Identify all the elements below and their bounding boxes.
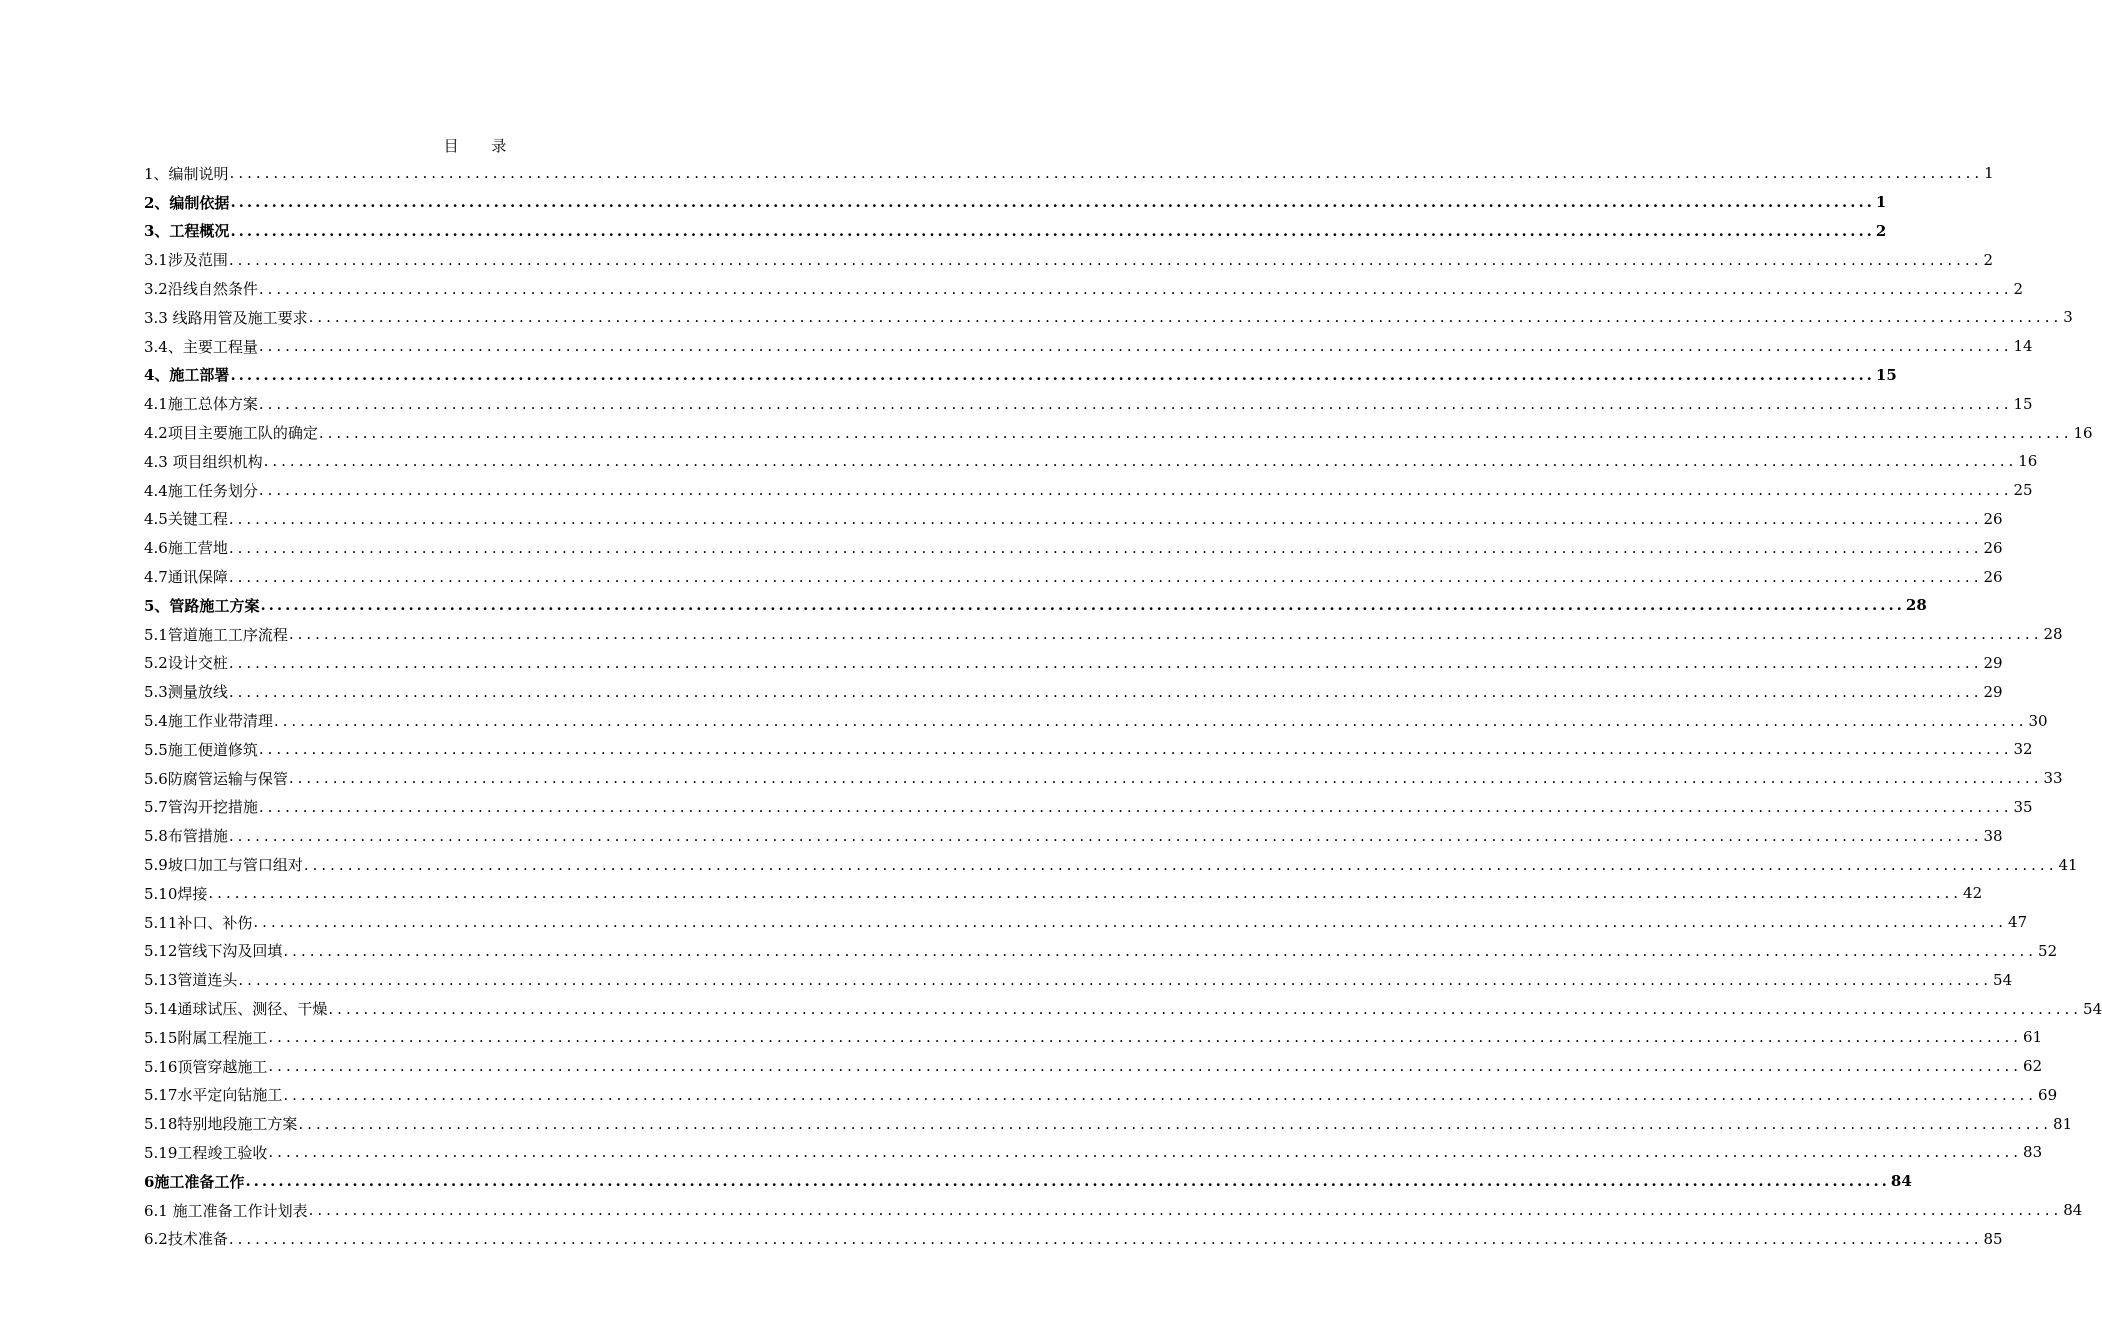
toc-entry[interactable] — [144, 677, 2003, 706]
toc-dot-leader: ........................................................................................................................................................................................................ — [268, 1143, 2023, 1162]
toc-entry[interactable] — [144, 908, 2028, 937]
toc-entry[interactable] — [144, 1023, 2043, 1052]
toc-dot-leader: ........................................................................................................................................................................................................ — [258, 279, 2013, 298]
toc-entry-label: 5.13管道连头 — [144, 971, 238, 990]
toc-entry-label: 5、管路施工方案 — [144, 596, 260, 615]
toc-entry[interactable] — [144, 937, 2058, 966]
toc-entry-label: 3.3 线路用管及施工要求 — [144, 308, 308, 327]
toc-dot-leader: ........................................................................................................................................................................................................ — [229, 164, 1984, 183]
toc-entry-label: 5.11补口、补伤 — [144, 913, 253, 932]
toc-dot-leader: ........................................................................................................................................................................................................ — [230, 221, 1875, 240]
toc-entry-page-number: 26 — [1983, 567, 2003, 586]
toc-entry-page-number: 35 — [2013, 797, 2033, 816]
toc-entry-label: 3.4、主要工程量 — [144, 337, 258, 356]
toc-entry-page-number: 52 — [2038, 941, 2058, 960]
toc-entry-page-number: 15 — [2013, 394, 2033, 413]
toc-entry[interactable] — [144, 965, 2013, 994]
toc-dot-leader: ........................................................................................................................................................................................................ — [283, 941, 2038, 960]
toc-entry-page-number: 16 — [2073, 423, 2093, 442]
toc-dot-leader: ........................................................................................................................................................................................................ — [273, 711, 2028, 730]
toc-entry[interactable] — [144, 159, 1994, 188]
toc-dot-leader: ........................................................................................................................................................................................................ — [303, 855, 2058, 874]
toc-entry-label: 6施工准备工作 — [144, 1172, 245, 1191]
toc-dot-leader: ........................................................................................................................................................................................................ — [258, 740, 2013, 759]
toc-entry-label: 1、编制说明 — [144, 164, 229, 183]
toc-entry-page-number: 25 — [2013, 481, 2033, 500]
toc-entry[interactable] — [144, 447, 2038, 476]
toc-dot-leader: ........................................................................................................................................................................................................ — [228, 1229, 1983, 1248]
toc-dot-leader: ........................................................................................................................................................................................................ — [208, 884, 1963, 903]
toc-entry-page-number: 30 — [2028, 711, 2048, 730]
toc-entry[interactable] — [144, 994, 2102, 1023]
toc-entry-page-number: 61 — [2023, 1028, 2043, 1047]
toc-entry-page-number: 83 — [2023, 1143, 2043, 1162]
toc-entry-label: 4.1施工总体方案 — [144, 395, 258, 414]
toc-entry-page-number: 84 — [2063, 1201, 2083, 1220]
toc-dot-leader: ........................................................................................................................................................................................................ — [308, 308, 2063, 327]
toc-entry[interactable] — [144, 1138, 2043, 1167]
toc-entry-page-number: 54 — [1993, 970, 2013, 989]
toc-entry[interactable] — [144, 217, 1887, 246]
toc-entry[interactable] — [144, 303, 2073, 332]
toc-list — [144, 159, 2102, 1253]
toc-dot-leader: ........................................................................................................................................................................................................ — [260, 596, 1905, 615]
toc-dot-leader: ........................................................................................................................................................................................................ — [288, 769, 2043, 788]
toc-dot-leader: ........................................................................................................................................................................................................ — [230, 193, 1875, 212]
toc-entry[interactable] — [144, 591, 1927, 620]
toc-dot-leader: ........................................................................................................................................................................................................ — [228, 250, 1983, 269]
toc-entry-label: 3、工程概况 — [144, 222, 230, 241]
toc-entry-label: 4.3 项目组织机构 — [144, 452, 263, 471]
toc-entry-page-number: 1 — [1875, 193, 1887, 212]
toc-entry-label: 4.6施工营地 — [144, 539, 228, 558]
toc-entry-label: 5.5施工便道修筑 — [144, 740, 258, 759]
toc-entry-label: 4.7通讯保障 — [144, 568, 228, 587]
toc-dot-leader: ........................................................................................................................................................................................................ — [228, 826, 1983, 845]
toc-entry-label: 2、编制依据 — [144, 193, 230, 212]
toc-entry[interactable] — [144, 1196, 2083, 1225]
toc-dot-leader: ........................................................................................................................................................................................................ — [238, 970, 1993, 989]
toc-entry[interactable] — [144, 706, 2048, 735]
toc-entry-page-number: 42 — [1963, 884, 1983, 903]
toc-entry-label: 4、施工部署 — [144, 366, 230, 385]
toc-entry-page-number: 14 — [2013, 337, 2033, 356]
toc-entry-page-number: 32 — [2013, 740, 2033, 759]
toc-entry-label: 3.2沿线自然条件 — [144, 280, 258, 299]
toc-entry[interactable] — [144, 649, 2003, 678]
toc-dot-leader: ........................................................................................................................................................................................................ — [245, 1172, 1890, 1191]
toc-entry-label: 5.16顶管穿越施工 — [144, 1057, 268, 1076]
toc-dot-leader: ........................................................................................................................................................................................................ — [268, 1028, 2023, 1047]
toc-dot-leader: ........................................................................................................................................................................................................ — [258, 337, 2013, 356]
toc-entry-page-number: 16 — [2018, 452, 2038, 471]
toc-entry-label: 5.17水平定向钻施工 — [144, 1086, 283, 1105]
toc-dot-leader: ........................................................................................................................................................................................................ — [308, 1201, 2063, 1220]
toc-dot-leader: ........................................................................................................................................................................................................ — [283, 1085, 2038, 1104]
toc-dot-leader: ........................................................................................................................................................................................................ — [228, 567, 1983, 586]
toc-dot-leader: ........................................................................................................................................................................................................ — [258, 481, 2013, 500]
toc-entry-page-number: 81 — [2053, 1114, 2073, 1133]
toc-entry-page-number: 2 — [1983, 250, 1994, 269]
toc-dot-leader: ........................................................................................................................................................................................................ — [288, 625, 2043, 644]
toc-entry[interactable] — [144, 850, 2078, 879]
toc-entry-label: 5.7管沟开挖措施 — [144, 798, 258, 817]
toc-entry[interactable] — [144, 1167, 1912, 1196]
toc-entry[interactable] — [144, 274, 2024, 303]
toc-entry-page-number: 69 — [2038, 1085, 2058, 1104]
toc-entry-label: 3.1涉及范围 — [144, 251, 228, 270]
toc-entry-label: 5.10焊接 — [144, 884, 208, 903]
toc-entry[interactable] — [144, 620, 2063, 649]
toc-entry[interactable] — [144, 879, 1983, 908]
toc-entry-label: 5.8布管措施 — [144, 827, 228, 846]
toc-entry[interactable] — [144, 361, 1897, 390]
toc-dot-leader: ........................................................................................................................................................................................................ — [298, 1114, 2053, 1133]
toc-entry-page-number: 62 — [2023, 1057, 2043, 1076]
toc-entry-page-number: 26 — [1983, 538, 2003, 557]
toc-entry-page-number: 47 — [2008, 913, 2028, 932]
toc-entry-label: 5.3测量放线 — [144, 683, 228, 702]
toc-entry-label: 5.14通球试压、测径、干燥 — [144, 1000, 328, 1018]
toc-entry[interactable] — [144, 188, 1887, 217]
toc-entry-page-number: 41 — [2058, 855, 2078, 874]
toc-entry-page-number: 26 — [1983, 509, 2003, 528]
toc-entry-page-number: 85 — [1983, 1229, 2003, 1248]
toc-dot-leader: ........................................................................................................................................................................................................ — [228, 509, 1983, 528]
toc-entry-label: 5.18特别地段施工方案 — [144, 1115, 298, 1134]
toc-entry[interactable] — [144, 1081, 2058, 1110]
toc-entry[interactable] — [144, 505, 2003, 534]
toc-entry[interactable] — [144, 533, 2003, 562]
toc-entry[interactable] — [144, 389, 2033, 418]
toc-entry-label: 4.4施工任务划分 — [144, 481, 258, 500]
toc-entry[interactable] — [144, 1224, 2003, 1253]
toc-dot-leader: ........................................................................................................................................................................................................ — [258, 394, 2013, 413]
toc-entry-label: 6.2技术准备 — [144, 1230, 228, 1249]
toc-entry-label: 5.6防腐管运输与保管 — [144, 769, 288, 788]
toc-entry[interactable] — [144, 793, 2033, 822]
toc-entry[interactable] — [144, 821, 2003, 850]
toc-entry-label: 5.2设计交桩 — [144, 654, 228, 673]
toc-entry-page-number: 54 — [2083, 999, 2102, 1018]
toc-entry-page-number: 28 — [1905, 596, 1927, 615]
toc-entry[interactable] — [144, 476, 2033, 505]
toc-entry[interactable] — [144, 418, 2093, 447]
toc-dot-leader: ........................................................................................................................................................................................................ — [258, 797, 2013, 816]
toc-entry-page-number: 33 — [2043, 769, 2063, 788]
toc-dot-leader: ........................................................................................................................................................................................................ — [253, 913, 2008, 932]
toc-entry-label: 5.9坡口加工与管口组对 — [144, 856, 303, 875]
toc-entry-page-number: 2 — [2013, 279, 2024, 298]
toc-entry[interactable] — [144, 1109, 2073, 1138]
toc-dot-leader: ........................................................................................................................................................................................................ — [318, 423, 2073, 442]
toc-entry-label: 4.2项目主要施工队的确定 — [144, 424, 318, 443]
toc-entry-label: 6.1 施工准备工作计划表 — [144, 1201, 308, 1220]
toc-entry[interactable] — [144, 1052, 2043, 1081]
toc-entry-page-number: 3 — [2063, 308, 2073, 327]
toc-entry[interactable] — [144, 245, 1994, 274]
toc-entry[interactable] — [144, 332, 2033, 361]
toc-entry-label: 5.15附属工程施工 — [144, 1028, 268, 1047]
toc-entry[interactable] — [144, 735, 2033, 764]
toc-entry-page-number: 2 — [1875, 221, 1887, 240]
toc-dot-leader: ........................................................................................................................................................................................................ — [228, 538, 1983, 557]
toc-title: 目 录 — [443, 137, 521, 155]
toc-entry-page-number: 84 — [1890, 1172, 1912, 1191]
toc-entry-page-number: 28 — [2043, 625, 2063, 644]
toc-entry-page-number: 1 — [1984, 164, 1994, 183]
toc-entry-label: 4.5关键工程 — [144, 510, 228, 529]
toc-entry-page-number: 29 — [1983, 682, 2003, 701]
toc-entry-page-number: 38 — [1983, 826, 2003, 845]
toc-entry-page-number: 15 — [1875, 365, 1897, 384]
toc-entry-page-number: 29 — [1983, 653, 2003, 672]
toc-entry-label: 5.19工程竣工验收 — [144, 1143, 268, 1162]
toc-dot-leader: ........................................................................................................................................................................................................ — [230, 365, 1875, 384]
toc-dot-leader: ........................................................................................................................................................................................................ — [328, 999, 2083, 1018]
toc-dot-leader: ........................................................................................................................................................................................................ — [228, 653, 1983, 672]
toc-entry[interactable] — [144, 764, 2063, 793]
toc-entry[interactable] — [144, 562, 2003, 591]
toc-dot-leader: ........................................................................................................................................................................................................ — [263, 452, 2018, 471]
toc-dot-leader: ........................................................................................................................................................................................................ — [268, 1057, 2023, 1076]
toc-entry-label: 5.1管道施工工序流程 — [144, 625, 288, 644]
toc-entry-label: 5.4施工作业带清理 — [144, 712, 273, 731]
toc-dot-leader: ........................................................................................................................................................................................................ — [228, 682, 1983, 701]
toc-entry-label: 5.12管线下沟及回填 — [144, 942, 283, 961]
